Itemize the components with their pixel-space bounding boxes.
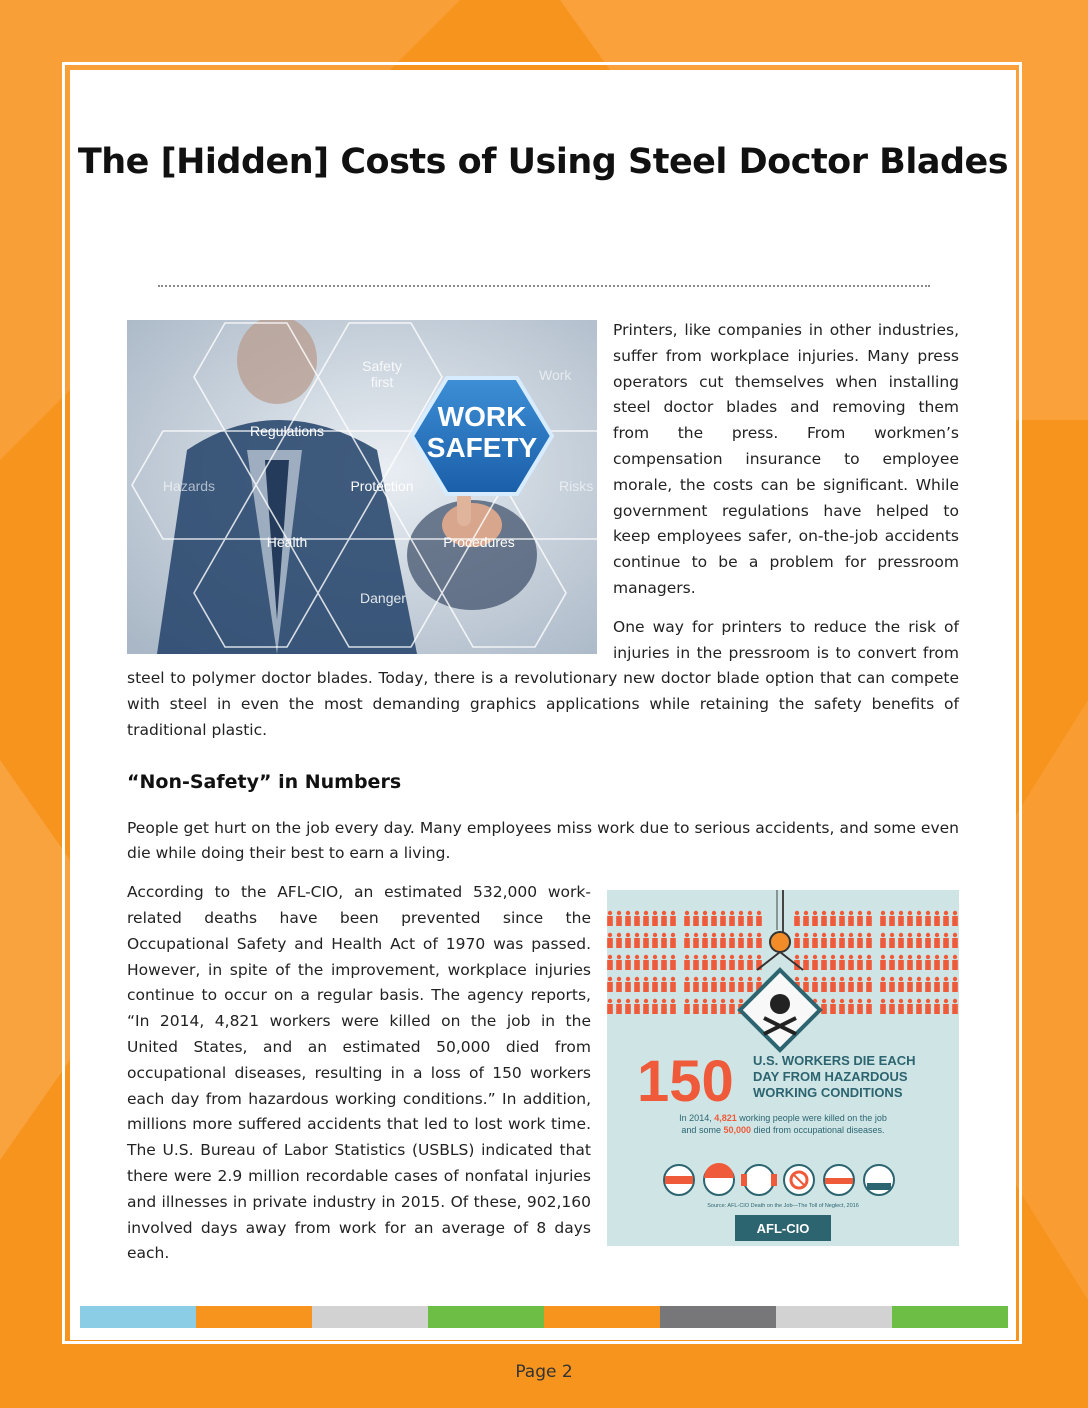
worker-icon xyxy=(693,933,699,948)
worker-icon xyxy=(943,977,949,992)
section-heading: “Non-Safety” in Numbers xyxy=(127,770,402,793)
hex-label-first: first xyxy=(370,374,394,390)
worker-icon xyxy=(830,977,836,992)
worker-icon xyxy=(711,911,717,926)
worker-icon xyxy=(702,933,708,948)
worker-icon xyxy=(839,933,845,948)
worker-icon xyxy=(821,977,827,992)
worker-icon xyxy=(803,977,809,992)
worker-icon xyxy=(857,999,863,1014)
worker-icon xyxy=(643,999,649,1014)
worker-icon xyxy=(643,911,649,926)
worker-icon xyxy=(738,977,744,992)
color-bar-segment xyxy=(428,1306,544,1328)
worker-icon xyxy=(880,933,886,948)
worker-icon xyxy=(907,933,913,948)
worker-icon xyxy=(866,933,872,948)
worker-icon xyxy=(907,977,913,992)
worker-icon xyxy=(729,999,735,1014)
worker-icon xyxy=(756,933,762,948)
hex-label-work: Work xyxy=(539,367,572,383)
worker-icon xyxy=(711,933,717,948)
worker-icon xyxy=(634,955,640,970)
worker-icon xyxy=(794,911,800,926)
worker-icon xyxy=(684,955,690,970)
hex-label-safety: Safety xyxy=(362,358,402,374)
afl-cio-badge-label: AFL-CIO xyxy=(756,1221,810,1237)
worker-icon xyxy=(794,933,800,948)
worker-icon xyxy=(720,977,726,992)
worker-icon xyxy=(880,999,886,1014)
worker-icon xyxy=(898,977,904,992)
worker-icon xyxy=(643,955,649,970)
worker-icon xyxy=(607,933,613,948)
worker-icon xyxy=(670,911,676,926)
color-bar-segment xyxy=(660,1306,776,1328)
worker-icon xyxy=(625,955,631,970)
headline-line: U.S. WORKERS DIE EACH xyxy=(753,1053,916,1069)
worker-icon xyxy=(830,933,836,948)
work-label: WORK xyxy=(437,401,527,432)
color-bar-segment xyxy=(80,1306,196,1328)
worker-icon xyxy=(652,999,658,1014)
worker-icon xyxy=(934,911,940,926)
worker-icon xyxy=(652,933,658,948)
worker-icon xyxy=(747,933,753,948)
worker-icon xyxy=(747,955,753,970)
dotted-divider xyxy=(158,285,930,287)
hex-label-danger: Danger xyxy=(360,590,406,606)
worker-icon xyxy=(616,977,622,992)
worker-icon xyxy=(702,911,708,926)
big-number: 150 xyxy=(637,1049,734,1115)
worker-icon xyxy=(720,933,726,948)
worker-icon xyxy=(934,933,940,948)
worker-icon xyxy=(702,977,708,992)
worker-icon xyxy=(889,911,895,926)
worker-icon xyxy=(880,911,886,926)
worker-icon xyxy=(866,955,872,970)
hex-label-health: Health xyxy=(266,534,308,550)
worker-icon xyxy=(661,955,667,970)
worker-icon xyxy=(693,977,699,992)
worker-icon xyxy=(943,911,949,926)
worker-icon xyxy=(711,999,717,1014)
worker-icon xyxy=(830,911,836,926)
worker-icon xyxy=(670,999,676,1014)
worker-icon xyxy=(738,955,744,970)
worker-icon xyxy=(634,933,640,948)
document-title: The [Hidden] Costs of Using Steel Doctor Blades xyxy=(77,142,1009,182)
worker-icon xyxy=(652,977,658,992)
worker-icon xyxy=(616,933,622,948)
color-bar-segment xyxy=(544,1306,660,1328)
worker-icon xyxy=(952,999,958,1014)
worker-icon xyxy=(952,911,958,926)
worker-icon xyxy=(934,955,940,970)
worker-icon xyxy=(747,911,753,926)
worker-icon xyxy=(693,999,699,1014)
worker-icon xyxy=(643,977,649,992)
worker-icon xyxy=(616,999,622,1014)
worker-icon xyxy=(821,933,827,948)
worker-icon xyxy=(684,999,690,1014)
worker-icon xyxy=(625,999,631,1014)
worker-icon xyxy=(916,977,922,992)
worker-icon xyxy=(839,911,845,926)
worker-icon xyxy=(661,999,667,1014)
worker-icon xyxy=(729,977,735,992)
worker-icon xyxy=(616,911,622,926)
worker-icon xyxy=(616,955,622,970)
worker-icon xyxy=(711,955,717,970)
worker-icon xyxy=(916,933,922,948)
worker-icon xyxy=(643,933,649,948)
worker-icon xyxy=(803,911,809,926)
detail-line-2: and some 50,000 died from occupational diseases. xyxy=(681,1125,885,1136)
hex-label-risks: Risks xyxy=(559,478,594,494)
worker-icon xyxy=(702,999,708,1014)
worker-icon xyxy=(607,999,613,1014)
worker-icon xyxy=(952,955,958,970)
worker-icon xyxy=(848,933,854,948)
worker-icon xyxy=(889,977,895,992)
page-number: Page 2 xyxy=(515,1362,573,1382)
worker-icon xyxy=(670,977,676,992)
color-bar-segment xyxy=(892,1306,1008,1328)
worker-icon xyxy=(839,955,845,970)
worker-icon xyxy=(803,933,809,948)
worker-icon xyxy=(943,955,949,970)
worker-icon xyxy=(880,955,886,970)
footer-color-bar xyxy=(80,1306,1008,1328)
worker-icon xyxy=(848,911,854,926)
worker-icon xyxy=(738,933,744,948)
section-paragraph: According to the AFL-CIO, an estimated 532,000 work-related deaths have been prevented since the Occupational Safety and Health Act of 1970 was passed. However, in spite of the improvement, workplace injuries continue to occur on a regular basis. The agency reports, “In 2014, 4,821 workers were killed on the job in the United States, and an estimated 50,000 died from occupational diseases, resulting in a loss of 150 workers each day from hazardous working conditions.” In addition, millions more suffered accidents that led to lost work time. The U.S. Bureau of Labor Statistics (USBLS) indicated that there were 2.9 million recordable cases of nonfatal injuries and illnesses in private industry in 2015. Of these, 902,160 involved days away from work for an average of 8 days each. xyxy=(127,883,591,1263)
worker-icon xyxy=(720,955,726,970)
worker-icon xyxy=(925,933,931,948)
worker-icon xyxy=(925,911,931,926)
worker-icon xyxy=(625,911,631,926)
worker-icon xyxy=(720,911,726,926)
worker-icon xyxy=(830,999,836,1014)
worker-icon xyxy=(684,933,690,948)
afl-cio-infographic xyxy=(607,890,959,1246)
worker-icon xyxy=(839,999,845,1014)
worker-icon xyxy=(907,911,913,926)
hex-label-regulations: Regulations xyxy=(250,423,324,439)
document-page xyxy=(70,70,1016,1340)
worker-icon xyxy=(729,955,735,970)
color-bar-segment xyxy=(196,1306,312,1328)
worker-icon xyxy=(821,955,827,970)
article-body xyxy=(127,318,959,1280)
section-paragraph: People get hurt on the job every day. Many employees miss work due to serious accidents, and some even die while doing their best to earn a living. xyxy=(127,818,959,863)
worker-icon xyxy=(848,977,854,992)
worker-icon xyxy=(729,933,735,948)
worker-icon xyxy=(925,999,931,1014)
worker-icon xyxy=(607,911,613,926)
worker-icon xyxy=(898,999,904,1014)
worker-icon xyxy=(889,933,895,948)
worker-icon xyxy=(702,955,708,970)
worker-icon xyxy=(821,999,827,1014)
worker-icon xyxy=(693,911,699,926)
worker-icon xyxy=(812,977,818,992)
worker-icon xyxy=(866,911,872,926)
worker-icon xyxy=(898,933,904,948)
worker-icon xyxy=(661,933,667,948)
hex-label-procedures: Procedures xyxy=(443,534,515,550)
worker-icon xyxy=(830,955,836,970)
worker-icon xyxy=(916,911,922,926)
worker-icon xyxy=(711,977,717,992)
worker-icon xyxy=(693,955,699,970)
worker-icon xyxy=(821,911,827,926)
worker-icon xyxy=(607,955,613,970)
worker-icon xyxy=(934,999,940,1014)
worker-icon xyxy=(607,977,613,992)
color-bar-segment xyxy=(776,1306,892,1328)
worker-icon xyxy=(934,977,940,992)
worker-icon xyxy=(738,911,744,926)
worker-icon xyxy=(812,933,818,948)
worker-icon xyxy=(925,955,931,970)
worker-icon xyxy=(812,911,818,926)
safety-label: SAFETY xyxy=(426,432,538,463)
worker-icon xyxy=(943,933,949,948)
worker-icon xyxy=(634,999,640,1014)
color-bar-segment xyxy=(312,1306,428,1328)
worker-icon xyxy=(857,955,863,970)
worker-icon xyxy=(684,977,690,992)
worker-icon xyxy=(898,911,904,926)
work-safety-image xyxy=(127,320,597,654)
worker-icon xyxy=(857,977,863,992)
intro-paragraph: Printers, like companies in other industries, suffer from workplace injuries. Many press operators cut themselves when installing steel doctor blades and removing them from the press. From workmen’s compensation insurance to employee morale, the costs can be significant. While government regulations have helped to keep employees safer, on-the-job accidents continue to be a problem for pressroom managers. xyxy=(613,321,959,597)
worker-icon xyxy=(848,999,854,1014)
worker-icon xyxy=(839,977,845,992)
detail-line-1: In 2014, 4,821 working people were killed on the job xyxy=(679,1113,887,1124)
worker-icon xyxy=(684,911,690,926)
worker-icon xyxy=(670,933,676,948)
worker-icon xyxy=(916,955,922,970)
worker-icon xyxy=(916,999,922,1014)
worker-icon xyxy=(907,999,913,1014)
worker-icon xyxy=(889,955,895,970)
headline-line: DAY FROM HAZARDOUS xyxy=(753,1069,908,1085)
worker-icon xyxy=(756,911,762,926)
worker-icon xyxy=(661,911,667,926)
worker-icon xyxy=(634,911,640,926)
hex-label-hazards: Hazards xyxy=(162,478,216,494)
worker-icon xyxy=(857,933,863,948)
worker-icon xyxy=(812,955,818,970)
worker-icon xyxy=(866,999,872,1014)
worker-icon xyxy=(943,999,949,1014)
worker-icon xyxy=(652,955,658,970)
worker-icon xyxy=(803,955,809,970)
worker-icon xyxy=(625,977,631,992)
worker-icon xyxy=(907,955,913,970)
worker-icon xyxy=(898,955,904,970)
worker-icon xyxy=(952,977,958,992)
source-note: Source: AFL-CIO Death on the Job—The Toll of Neglect, 2016 xyxy=(707,1203,859,1210)
worker-icon xyxy=(661,977,667,992)
worker-icon xyxy=(952,933,958,948)
intro-paragraph: One way for printers to reduce the risk of injuries in the pressroom is to convert from steel to polymer doctor blades. Today, there is a revolutionary new doctor blade option that can compete with steel in even the most demanding graphics applications while retaining the safety benefits of traditional plastic. xyxy=(127,617,959,739)
hex-label-protection: Protection xyxy=(350,478,414,494)
worker-icon xyxy=(848,955,854,970)
worker-icon xyxy=(634,977,640,992)
worker-icon xyxy=(729,911,735,926)
worker-icon xyxy=(925,977,931,992)
worker-icon xyxy=(889,999,895,1014)
worker-icon xyxy=(880,977,886,992)
worker-icon xyxy=(866,977,872,992)
worker-icon xyxy=(857,911,863,926)
worker-icon xyxy=(747,977,753,992)
worker-icon xyxy=(720,999,726,1014)
worker-icon xyxy=(625,933,631,948)
headline-line: WORKING CONDITIONS xyxy=(753,1085,903,1101)
worker-icon xyxy=(652,911,658,926)
worker-icon xyxy=(670,955,676,970)
